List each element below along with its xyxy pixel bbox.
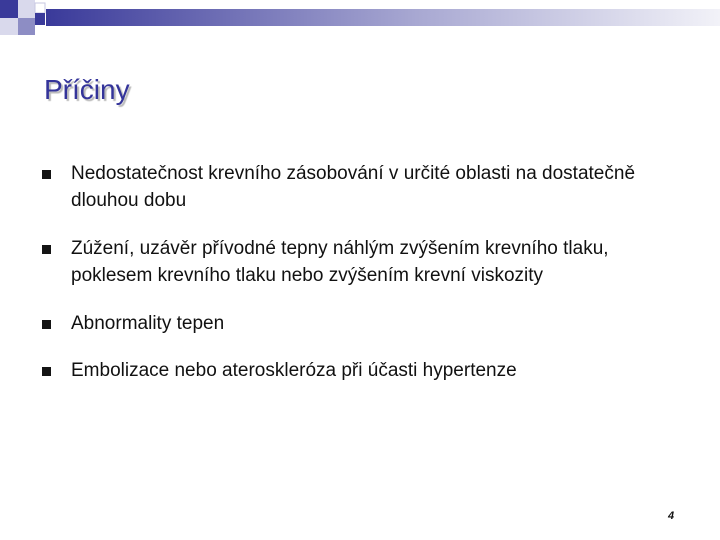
- bullet-square-icon: [42, 245, 51, 254]
- bullet-text: Abnormality tepen: [71, 313, 225, 334]
- bullet-text: Zúžení, uzávěr přívodné tepny náhlým zvýšením krevního tlaku, poklesem krevního tlaku nebo zvýšením krevní viskozity: [71, 238, 609, 286]
- header-gradient-band: [46, 9, 720, 26]
- header-square-2: [18, 0, 35, 18]
- header-square-1: [0, 0, 18, 18]
- bullet-square-icon: [42, 320, 51, 329]
- bullet-square-icon: [42, 367, 51, 376]
- header-square-4: [18, 18, 35, 35]
- bullet-list: [42, 160, 692, 404]
- bullet-item: [42, 310, 692, 337]
- header-square-6: [35, 13, 45, 25]
- bullet-text: Embolizace nebo ateroskleróza při účasti hypertenze: [71, 360, 517, 381]
- page-number: 4: [668, 510, 675, 522]
- header-decoration: [0, 0, 720, 40]
- header-square-3: [0, 18, 18, 35]
- bullet-item: [42, 160, 692, 214]
- slide-title: Příčiny: [44, 74, 130, 105]
- bullet-text: Nedostatečnost krevního zásobování v určité oblasti na dostatečně dlouhou dobu: [71, 163, 636, 211]
- bullet-square-icon: [42, 170, 51, 179]
- bullet-item: [42, 235, 692, 289]
- bullet-item: [42, 357, 692, 384]
- header-square-5: [35, 3, 45, 13]
